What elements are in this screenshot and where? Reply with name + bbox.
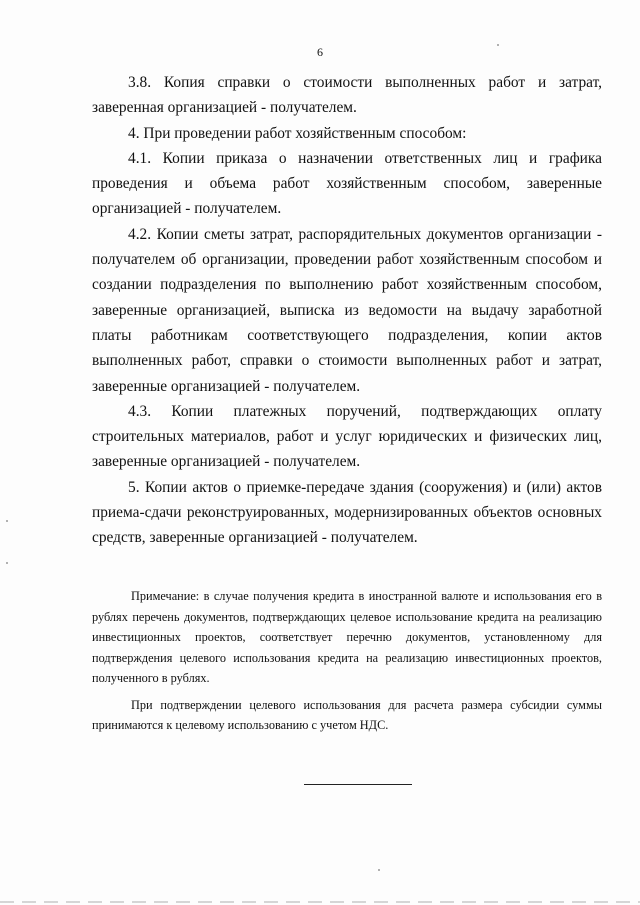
scan-bottom-edge <box>0 901 640 903</box>
main-text <box>92 70 602 551</box>
scan-speck <box>6 562 8 564</box>
paragraph-4: 4. При проведении работ хозяйственным способом: <box>128 124 467 142</box>
scan-speck <box>378 869 380 871</box>
paragraph-3-8: 3.8. Копия справки о стоимости выполненных работ и затрат, заверенная организацией - получателем. <box>92 74 602 117</box>
scan-speck <box>497 44 499 46</box>
paragraph-4-3: 4.3. Копии платежных поручений, подтверждающих оплату строительных материалов, работ и услуг юридических и физических лиц, заверенные организацией - получателем. <box>92 402 602 471</box>
note-paragraph: Примечание: в случае получения кредита в иностранной валюте и использования его в рублях перечень документов, подтверждающих целевое использование кредита на реализацию инвестиционных проектов, соответствует перечню документов, установленному для подтверждения целевого использования кредита на реализацию инвестиционных проектов, полученного в рублях. <box>92 589 602 685</box>
vat-note-paragraph: При подтверждении целевого использования для расчета размера субсидии суммы принимаются к целевому использованию с учетом НДС. <box>92 697 602 732</box>
note-block <box>92 586 602 736</box>
paragraph-4-1: 4.1. Копии приказа о назначении ответственных лиц и графика проведения и объема работ хозяйственным способом, заверенные организацией - получателем. <box>92 149 602 218</box>
closing-rule <box>304 784 412 785</box>
paragraph-4-2: 4.2. Копии сметы затрат, распорядительных документов организации - получателем об организации, проведении работ хозяйственным способом и создании подразделения по выполнению работ хозяйственным способом, заверенные организацией, выписка из ведомости на выдачу заработной платы работникам соответствующего подразделения, копии актов выполненных работ, справки о стоимости выполненных работ и затрат, заверенные организацией - получателем. <box>92 225 602 395</box>
page-number: 6 <box>317 45 323 59</box>
scan-speck <box>6 520 8 522</box>
paragraph-5: 5. Копии актов о приемке-передаче здания (сооружения) и (или) актов приема-сдачи реконструированных, модернизированных объектов основных средств, заверенные организацией - получателем. <box>92 478 602 547</box>
